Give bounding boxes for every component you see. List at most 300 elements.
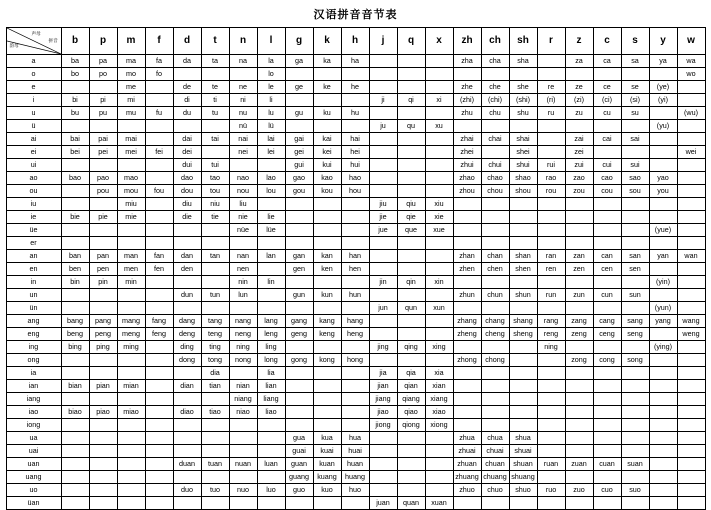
syllable-cell (229, 432, 257, 445)
syllable-cell (677, 471, 705, 484)
syllable-cell (425, 263, 453, 276)
syllable-cell (509, 198, 537, 211)
table-row (6, 458, 705, 471)
syllable-cell (425, 289, 453, 302)
syllable-cell: ya (649, 55, 677, 68)
row-header-in: in (6, 276, 61, 289)
syllable-cell: (yin) (649, 276, 677, 289)
syllable-cell: jun (369, 302, 397, 315)
syllable-cell (89, 289, 117, 302)
syllable-cell: ti (201, 94, 229, 107)
syllable-cell: luo (257, 484, 285, 497)
syllable-cell (621, 341, 649, 354)
syllable-cell (61, 185, 89, 198)
syllable-cell: huai (341, 445, 369, 458)
syllable-cell (117, 354, 145, 367)
syllable-cell: fo (145, 68, 173, 81)
syllable-cell (257, 289, 285, 302)
syllable-cell: mang (117, 315, 145, 328)
syllable-cell: rui (537, 159, 565, 172)
table-row (6, 263, 705, 276)
syllable-cell: zuan (565, 458, 593, 471)
syllable-cell: chu (481, 107, 509, 120)
syllable-cell (61, 432, 89, 445)
syllable-cell (509, 497, 537, 510)
column-header-d: d (173, 28, 201, 55)
syllable-cell (89, 302, 117, 315)
syllable-cell (285, 419, 313, 432)
syllable-cell: sao (621, 172, 649, 185)
syllable-cell (453, 302, 481, 315)
syllable-cell (425, 81, 453, 94)
syllable-cell: yao (649, 172, 677, 185)
syllable-cell: duan (173, 458, 201, 471)
syllable-cell: ning (229, 341, 257, 354)
syllable-cell: dui (173, 159, 201, 172)
syllable-cell: meng (117, 328, 145, 341)
syllable-cell (397, 315, 425, 328)
syllable-cell (509, 380, 537, 393)
syllable-cell: dia (201, 367, 229, 380)
syllable-cell (537, 419, 565, 432)
syllable-cell (565, 302, 593, 315)
syllable-cell (145, 81, 173, 94)
syllable-cell: tiao (201, 406, 229, 419)
syllable-cell (61, 289, 89, 302)
syllable-cell (313, 68, 341, 81)
syllable-cell: seng (621, 328, 649, 341)
syllable-cell: shuo (509, 484, 537, 497)
syllable-cell: lao (257, 172, 285, 185)
syllable-cell (313, 94, 341, 107)
syllable-cell (677, 289, 705, 302)
syllable-cell: xu (425, 120, 453, 133)
syllable-cell (537, 497, 565, 510)
syllable-cell: tong (201, 354, 229, 367)
syllable-cell: diao (173, 406, 201, 419)
syllable-cell (593, 380, 621, 393)
syllable-cell (397, 68, 425, 81)
syllable-cell (173, 224, 201, 237)
syllable-cell: nuan (229, 458, 257, 471)
syllable-cell: chong (481, 354, 509, 367)
syllable-cell: ding (173, 341, 201, 354)
syllable-cell: nou (229, 185, 257, 198)
syllable-cell (593, 276, 621, 289)
syllable-cell: duo (173, 484, 201, 497)
syllable-cell (341, 211, 369, 224)
row-header-ie: ie (6, 211, 61, 224)
syllable-cell (369, 484, 397, 497)
syllable-cell (313, 276, 341, 289)
syllable-cell (145, 341, 173, 354)
table-row (6, 341, 705, 354)
syllable-cell (677, 458, 705, 471)
syllable-cell (649, 380, 677, 393)
syllable-cell (397, 172, 425, 185)
syllable-cell: cang (593, 315, 621, 328)
syllable-cell: ma (117, 55, 145, 68)
syllable-cell (341, 380, 369, 393)
syllable-cell: lei (257, 146, 285, 159)
syllable-cell (89, 471, 117, 484)
syllable-cell (677, 224, 705, 237)
syllable-cell: ning (537, 341, 565, 354)
table-row (6, 250, 705, 263)
syllable-cell (537, 302, 565, 315)
syllable-cell: (zhi) (453, 94, 481, 107)
syllable-cell: niang (229, 393, 257, 406)
syllable-cell: zou (565, 185, 593, 198)
syllable-cell (565, 497, 593, 510)
syllable-cell (369, 146, 397, 159)
syllable-cell (677, 185, 705, 198)
syllable-cell: hao (341, 172, 369, 185)
syllable-cell: wang (677, 315, 705, 328)
table-row (6, 471, 705, 484)
syllable-cell (61, 224, 89, 237)
syllable-cell (509, 367, 537, 380)
syllable-cell: nai (229, 133, 257, 146)
syllable-cell (565, 471, 593, 484)
syllable-cell: hua (341, 432, 369, 445)
syllable-cell (285, 380, 313, 393)
syllable-cell (593, 120, 621, 133)
syllable-cell: shao (509, 172, 537, 185)
table-row (6, 432, 705, 445)
syllable-cell (145, 198, 173, 211)
syllable-cell (229, 159, 257, 172)
syllable-cell (257, 445, 285, 458)
table-row (6, 198, 705, 211)
syllable-cell (313, 198, 341, 211)
syllable-cell (173, 276, 201, 289)
syllable-cell: xiu (425, 198, 453, 211)
column-header-t: t (201, 28, 229, 55)
syllable-cell: chan (481, 250, 509, 263)
syllable-cell (397, 250, 425, 263)
syllable-cell (537, 211, 565, 224)
syllable-cell (509, 393, 537, 406)
syllable-cell (649, 367, 677, 380)
table-header-row (6, 28, 705, 55)
syllable-cell: zhui (453, 159, 481, 172)
syllable-cell: bi (61, 94, 89, 107)
syllable-cell (649, 68, 677, 81)
syllable-cell (453, 341, 481, 354)
table-head (6, 28, 705, 55)
syllable-cell: se (621, 81, 649, 94)
syllable-cell: xi (425, 94, 453, 107)
syllable-cell (313, 120, 341, 133)
syllable-cell: nan (229, 250, 257, 263)
syllable-cell (481, 68, 509, 81)
syllable-cell: feng (145, 328, 173, 341)
syllable-cell (593, 302, 621, 315)
syllable-cell: tai (201, 133, 229, 146)
syllable-cell (425, 68, 453, 81)
syllable-cell: guan (285, 458, 313, 471)
syllable-cell (649, 211, 677, 224)
row-header-e: e (6, 81, 61, 94)
syllable-cell: (si) (621, 94, 649, 107)
syllable-cell: qiang (397, 393, 425, 406)
syllable-cell: juan (369, 497, 397, 510)
syllable-cell (397, 107, 425, 120)
syllable-cell: xian (425, 380, 453, 393)
syllable-cell: lang (257, 315, 285, 328)
syllable-cell: zhan (453, 250, 481, 263)
syllable-cell: dian (173, 380, 201, 393)
syllable-cell (341, 302, 369, 315)
syllable-cell: gan (285, 250, 313, 263)
syllable-cell (369, 81, 397, 94)
syllable-cell (649, 406, 677, 419)
syllable-cell: ping (89, 341, 117, 354)
syllable-cell (89, 198, 117, 211)
syllable-cell: nei (229, 146, 257, 159)
syllable-cell (369, 55, 397, 68)
syllable-cell: mie (117, 211, 145, 224)
syllable-cell (593, 198, 621, 211)
column-header-z: z (565, 28, 593, 55)
syllable-cell (453, 198, 481, 211)
syllable-cell (593, 224, 621, 237)
syllable-cell (621, 224, 649, 237)
syllable-cell (89, 120, 117, 133)
syllable-cell: yang (649, 315, 677, 328)
syllable-cell (565, 211, 593, 224)
syllable-cell (509, 276, 537, 289)
syllable-cell: nian (229, 380, 257, 393)
syllable-cell: qiong (397, 419, 425, 432)
syllable-cell (117, 445, 145, 458)
syllable-cell (369, 107, 397, 120)
column-header-b: b (61, 28, 89, 55)
syllable-cell: sa (621, 55, 649, 68)
syllable-cell: lin (257, 276, 285, 289)
syllable-cell (565, 393, 593, 406)
syllable-cell (341, 497, 369, 510)
syllable-cell: lü (257, 120, 285, 133)
syllable-cell: chua (481, 432, 509, 445)
syllable-cell (117, 432, 145, 445)
syllable-cell: gun (285, 289, 313, 302)
table-row (6, 393, 705, 406)
syllable-cell: zhang (453, 315, 481, 328)
syllable-cell: ba (61, 55, 89, 68)
syllable-cell (621, 68, 649, 81)
syllable-cell (677, 341, 705, 354)
syllable-cell: neng (229, 328, 257, 341)
syllable-cell (593, 497, 621, 510)
syllable-cell: biao (61, 406, 89, 419)
column-header-y: y (649, 28, 677, 55)
syllable-cell (649, 354, 677, 367)
syllable-cell (509, 354, 537, 367)
syllable-cell: dang (173, 315, 201, 328)
syllable-cell: hen (341, 263, 369, 276)
syllable-cell: qiao (397, 406, 425, 419)
syllable-cell (285, 393, 313, 406)
syllable-cell (313, 237, 341, 250)
syllable-cell (61, 445, 89, 458)
syllable-cell: (ye) (649, 81, 677, 94)
row-header-uang: uang (6, 471, 61, 484)
syllable-cell (61, 367, 89, 380)
syllable-cell (117, 237, 145, 250)
syllable-cell: chuo (481, 484, 509, 497)
syllable-cell (565, 120, 593, 133)
syllable-cell: nao (229, 172, 257, 185)
syllable-cell (677, 497, 705, 510)
syllable-cell (61, 393, 89, 406)
syllable-cell: (ri) (537, 94, 565, 107)
syllable-cell (173, 393, 201, 406)
syllable-cell (537, 354, 565, 367)
syllable-cell (61, 198, 89, 211)
syllable-cell: ran (537, 250, 565, 263)
syllable-cell (481, 146, 509, 159)
syllable-cell: pin (89, 276, 117, 289)
syllable-cell (89, 432, 117, 445)
syllable-cell: ge (285, 81, 313, 94)
syllable-cell (677, 367, 705, 380)
syllable-cell (341, 393, 369, 406)
syllable-cell (537, 276, 565, 289)
syllable-cell: du (173, 107, 201, 120)
syllable-cell: chen (481, 263, 509, 276)
syllable-cell (677, 354, 705, 367)
syllable-cell (593, 237, 621, 250)
syllable-cell (397, 471, 425, 484)
syllable-cell (313, 211, 341, 224)
syllable-cell: kong (313, 354, 341, 367)
syllable-cell: ju (369, 120, 397, 133)
syllable-cell: (yun) (649, 302, 677, 315)
syllable-cell: tuo (201, 484, 229, 497)
syllable-cell (425, 458, 453, 471)
syllable-cell (425, 185, 453, 198)
row-header-ong: ong (6, 354, 61, 367)
column-header-p: p (89, 28, 117, 55)
syllable-cell: pan (89, 250, 117, 263)
syllable-cell: niao (229, 406, 257, 419)
syllable-cell: miao (117, 406, 145, 419)
syllable-cell: cai (593, 133, 621, 146)
syllable-cell: kuo (313, 484, 341, 497)
page-title: 汉语拼音音节表 (313, 9, 398, 21)
syllable-cell: re (537, 81, 565, 94)
syllable-cell (257, 159, 285, 172)
syllable-cell (117, 458, 145, 471)
syllable-cell: han (341, 250, 369, 263)
syllable-cell (481, 237, 509, 250)
syllable-cell (89, 224, 117, 237)
syllable-cell: song (621, 354, 649, 367)
syllable-cell (117, 471, 145, 484)
column-header-n: n (229, 28, 257, 55)
row-header-en: en (6, 263, 61, 276)
syllable-cell: yan (649, 250, 677, 263)
syllable-cell (453, 237, 481, 250)
syllable-cell: dun (173, 289, 201, 302)
syllable-cell (61, 458, 89, 471)
syllable-cell (453, 497, 481, 510)
syllable-cell (313, 341, 341, 354)
syllable-cell (425, 484, 453, 497)
syllable-cell: ru (537, 107, 565, 120)
syllable-cell (145, 419, 173, 432)
syllable-cell (565, 445, 593, 458)
syllable-cell (397, 55, 425, 68)
syllable-cell: lie (257, 211, 285, 224)
syllable-cell (397, 81, 425, 94)
syllable-cell: (zi) (565, 94, 593, 107)
syllable-cell: chou (481, 185, 509, 198)
syllable-cell: shuan (509, 458, 537, 471)
syllable-cell (285, 302, 313, 315)
syllable-cell: xia (425, 367, 453, 380)
syllable-cell (145, 159, 173, 172)
syllable-cell (145, 172, 173, 185)
syllable-cell: kua (313, 432, 341, 445)
syllable-cell: bo (61, 68, 89, 81)
syllable-cell: pai (89, 133, 117, 146)
syllable-cell: qin (397, 276, 425, 289)
syllable-cell: man (117, 250, 145, 263)
syllable-cell: na (229, 55, 257, 68)
syllable-cell (117, 393, 145, 406)
table-row (6, 81, 705, 94)
syllable-cell: shuang (509, 471, 537, 484)
syllable-cell (173, 120, 201, 133)
syllable-cell (201, 445, 229, 458)
syllable-cell (173, 302, 201, 315)
syllable-cell: shen (509, 263, 537, 276)
syllable-cell (313, 497, 341, 510)
syllable-cell (201, 224, 229, 237)
syllable-cell: di (173, 94, 201, 107)
syllable-cell: jin (369, 276, 397, 289)
syllable-cell (481, 198, 509, 211)
syllable-cell: chai (481, 133, 509, 146)
syllable-cell (397, 289, 425, 302)
table-row (6, 445, 705, 458)
syllable-cell: liang (257, 393, 285, 406)
syllable-cell (201, 263, 229, 276)
syllable-cell: xiang (425, 393, 453, 406)
syllable-cell: de (173, 81, 201, 94)
syllable-cell: gei (285, 146, 313, 159)
syllable-cell: da (173, 55, 201, 68)
syllable-cell (621, 237, 649, 250)
syllable-cell (621, 146, 649, 159)
syllable-cell: kei (313, 146, 341, 159)
syllable-cell (117, 289, 145, 302)
syllable-cell (145, 94, 173, 107)
syllable-cell: dou (173, 185, 201, 198)
row-header-ia: ia (6, 367, 61, 380)
syllable-cell (285, 406, 313, 419)
syllable-cell (61, 120, 89, 133)
syllable-cell: min (117, 276, 145, 289)
syllable-cell: sheng (509, 328, 537, 341)
syllable-cell: ming (117, 341, 145, 354)
syllable-cell (509, 406, 537, 419)
syllable-cell (509, 211, 537, 224)
syllable-cell (285, 211, 313, 224)
